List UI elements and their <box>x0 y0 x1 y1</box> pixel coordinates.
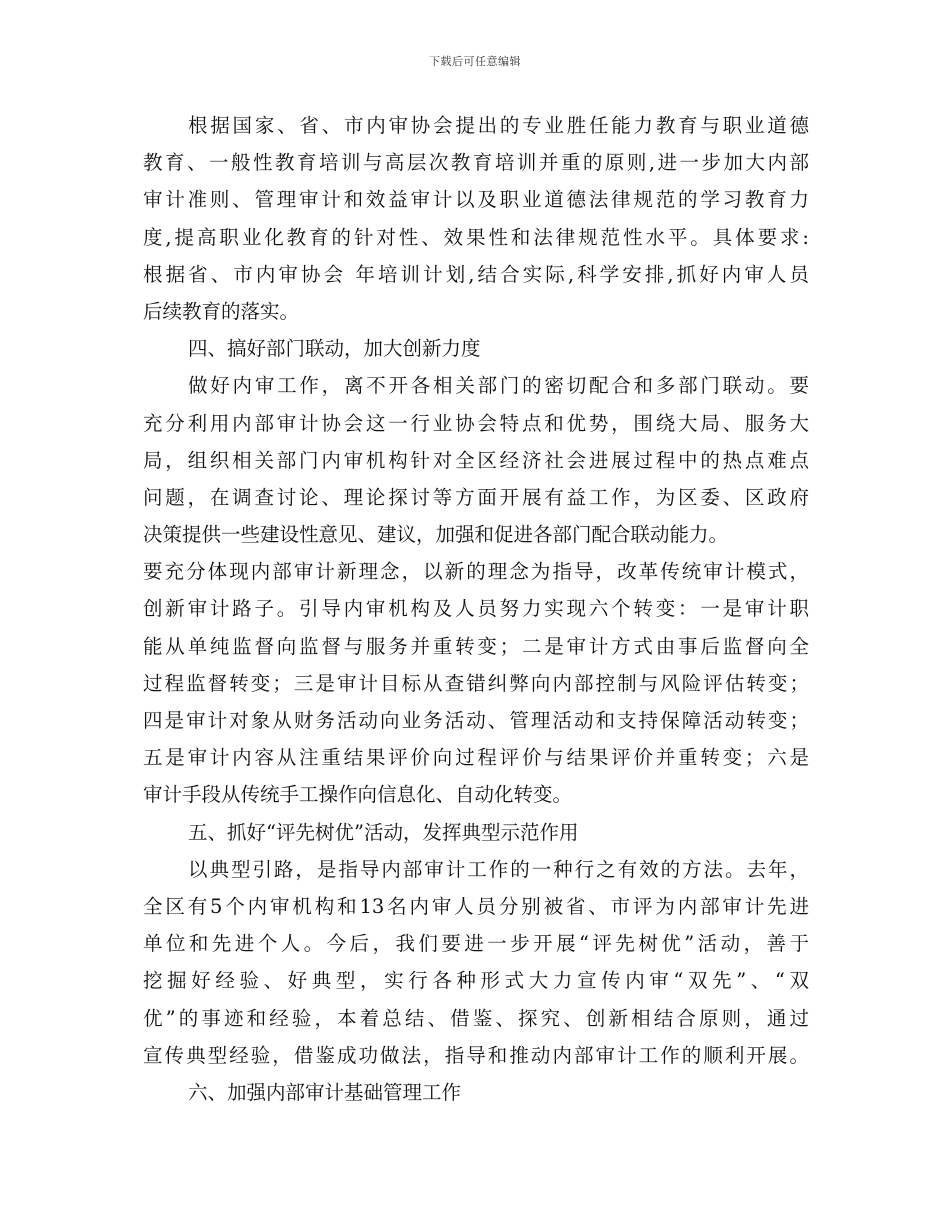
text-line: 审计手段从传统手工操作向信息化、自动化转变。 <box>143 783 573 807</box>
text-line: 四是审计对象从财务活动向业务活动、管理活动和支持保障活动转变； <box>143 709 809 732</box>
text-line: 根据省、市内审协会 年培训计划,结合实际,科学安排,抓好内审人员 <box>143 262 809 286</box>
text-line: 要充分体现内部审计新理念，以新的理念为指导，改革传统审计模式， <box>143 560 809 584</box>
text-line: 全区有5个内审机构和13名内审人员分别被省、市评为内部审计先进 <box>143 894 809 918</box>
text-line: 根据国家、省、市内审协会提出的专业胜任能力教育与职业道德 <box>188 114 809 137</box>
text-line: 宣传典型经验，借鉴成功做法，指导和推动内部审计工作的顺利开展。 <box>143 1043 809 1067</box>
text-line: 局，组织相关部门内审机构针对全区经济社会进展过程中的热点难点 <box>143 448 809 472</box>
text-line: 审计准则、管理审计和效益审计以及职业道德法律规范的学习教育力 <box>143 188 809 212</box>
text-line: 度,提高职业化教育的针对性、效果性和法律规范性水平。具体要求: <box>143 225 809 249</box>
text-line: 问题，在调查讨论、理论探讨等方面开展有益工作，为区委、区政府 <box>143 485 809 509</box>
text-line: 优”的事迹和经验，本着总结、借鉴、探究、创新相结合原则，通过 <box>143 1006 809 1030</box>
text-line: 四、搞好部门联动，加大创新力度 <box>188 337 481 361</box>
text-line: 挖掘好经验、好典型，实行各种形式大力宣传内审“双先”、“双 <box>143 969 809 993</box>
text-line: 充分利用内部审计协会这一行业协会特点和优势，围绕大局、服务大 <box>143 411 809 435</box>
text-line: 创新审计路子。引导内审机构及人员努力实现六个转变：一是审计职 <box>143 597 809 621</box>
document-body <box>143 107 809 1111</box>
text-line: 五、抓好“评先树优”活动，发挥典型示范作用 <box>188 820 579 844</box>
text-line: 单位和先进个人。今后，我们要进一步开展“评先树优”活动，善于 <box>143 932 809 956</box>
text-line: 五是审计内容从注重结果评价向过程评价与结果评价并重转变；六是 <box>143 746 809 770</box>
page-header: 下载后可任意编辑 <box>429 55 521 68</box>
text-line: 过程监督转变；三是审计目标从查错纠弊向内部控制与风险评估转变； <box>143 671 809 695</box>
text-line: 决策提供一些建设性意见、建议，加强和促进各部门配合联动能力。 <box>143 523 729 547</box>
text-line: 能从单纯监督向监督与服务并重转变；二是审计方式由事后监督向全 <box>143 634 809 658</box>
text-line: 后续教育的落实。 <box>143 299 300 323</box>
text-line: 以典型引路，是指导内部审计工作的一种行之有效的方法。去年， <box>188 857 809 881</box>
text-line: 六、加强内部审计基础管理工作 <box>188 1080 462 1104</box>
text-line: 教育、一般性教育培训与高层次教育培训并重的原则,进一步加大内部 <box>143 151 809 175</box>
text-line: 做好内审工作，离不开各相关部门的密切配合和多部门联动。要 <box>188 374 809 398</box>
